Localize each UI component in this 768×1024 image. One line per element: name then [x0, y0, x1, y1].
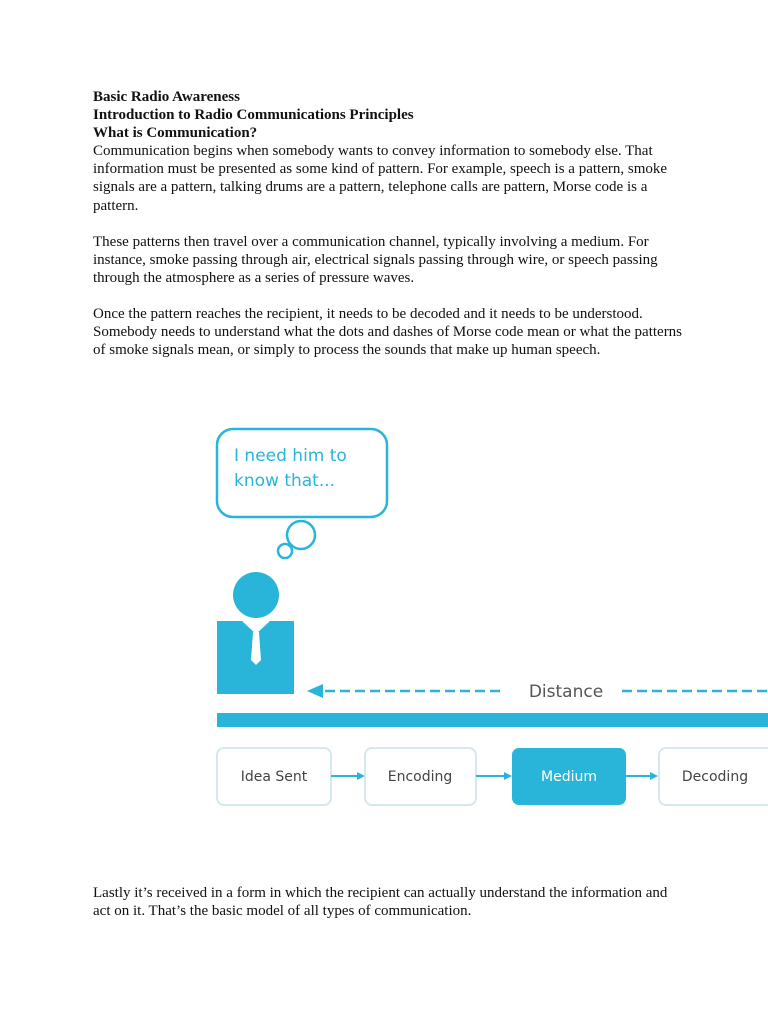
section-title: Introduction to Radio Communications Principles: [93, 107, 414, 124]
channel-bar: [217, 713, 768, 727]
arrow-right-icon: [650, 772, 658, 780]
person-icon: [217, 572, 294, 694]
step-label-medium: Medium: [541, 769, 597, 785]
distance-label: Distance: [528, 682, 604, 702]
heading-block: [93, 88, 683, 143]
bubble-text-line2: know that...: [234, 471, 336, 491]
step-label-encoding: Encoding: [387, 769, 453, 785]
paragraph-1: Communication begins when somebody wants to convey information to somebody else. That information must be presented as some kind of pattern. For example, speech is a pattern, smoke signals are a pattern, talking drums are a pattern, telephone calls are pattern, Morse code is a pattern.: [93, 143, 668, 214]
diagram-svg: [0, 420, 768, 820]
arrow-left-icon: [307, 684, 323, 698]
arrow-right-icon: [504, 772, 512, 780]
step-label-idea-sent: Idea Sent: [240, 769, 308, 785]
step-label-decoding: Decoding: [681, 769, 749, 785]
arrow-right-icon: [357, 772, 365, 780]
subsection-title: What is Communication?: [93, 125, 258, 142]
thought-circle-small: [278, 544, 292, 558]
paragraph-2: These patterns then travel over a communication channel, typically involving a medium. For instance, smoke passing through air, electrical signals passing through wire, or speech passing through the atmosphere as a series of pressure waves.: [93, 234, 658, 287]
document-title: Basic Radio Awareness: [93, 89, 240, 105]
paragraph-4: Lastly it’s received in a form in which the recipient can actually understand the information and act on it. That’s the basic model of all types of communication.: [93, 885, 668, 920]
bubble-text-line1: I need him to: [234, 446, 347, 466]
paragraph-3: Once the pattern reaches the recipient, it needs to be decoded and it needs to be understood. Somebody needs to understand what the dots and dashes of Morse code mean or what the patterns of smoke signals mean, or simply to process the sounds that make up human speech.: [93, 306, 683, 359]
thought-circle-large: [287, 521, 315, 549]
communication-diagram: [0, 420, 768, 820]
